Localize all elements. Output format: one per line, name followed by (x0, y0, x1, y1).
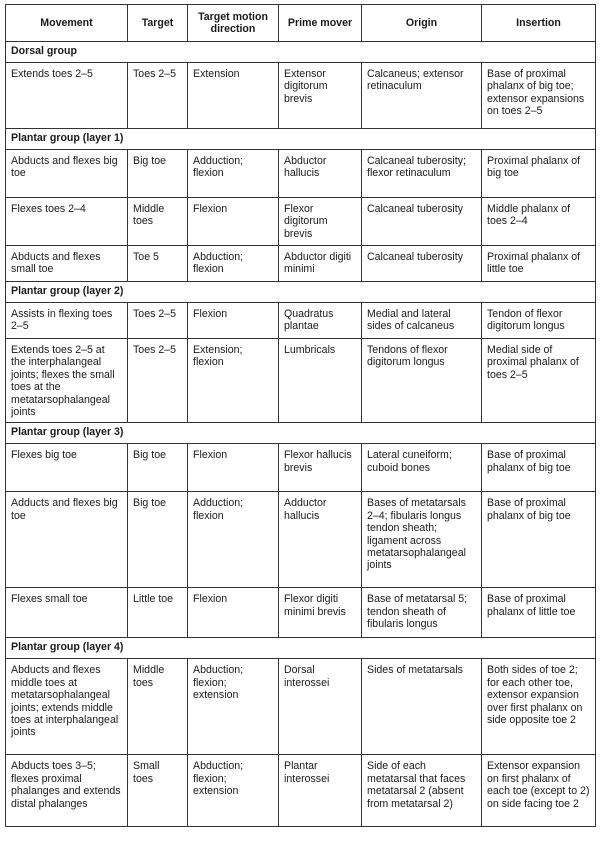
cell-prime-mover: Adductor hallucis (279, 492, 362, 588)
cell-origin: Lateral cuneiform; cuboid bones (362, 444, 482, 492)
cell-target: Big toe (128, 444, 188, 492)
group-header-row (6, 42, 596, 63)
column-header-movement: Movement (6, 5, 128, 42)
cell-target: Big toe (128, 150, 188, 198)
cell-prime-mover: Flexor digitorum brevis (279, 198, 362, 246)
header-row (6, 5, 596, 42)
cell-origin: Side of each metatarsal that faces metatarsal 2 (absent from metatarsal 2) (362, 755, 482, 827)
group-title: Plantar group (layer 4) (6, 638, 596, 659)
cell-movement: Abducts toes 3–5; flexes proximal phalanges and extends distal phalanges (6, 755, 128, 827)
cell-insertion: Extensor expansion on first phalanx of each toe (except to 2) on side facing toe 2 (482, 755, 596, 827)
cell-origin: Sides of metatarsals (362, 659, 482, 755)
table-row (6, 444, 596, 492)
cell-target: Small toes (128, 755, 188, 827)
table-row (6, 492, 596, 588)
cell-target: Big toe (128, 492, 188, 588)
cell-insertion: Tendon of flexor digitorum longus (482, 303, 596, 339)
foot-muscles-table (5, 4, 596, 827)
table-row (6, 339, 596, 423)
cell-insertion: Proximal phalanx of big toe (482, 150, 596, 198)
cell-motion-direction: Abduction; flexion; extension (188, 755, 279, 827)
column-header-target-motion-direction: Target motion direction (188, 5, 279, 42)
cell-target: Middle toes (128, 659, 188, 755)
cell-motion-direction: Adduction; flexion (188, 150, 279, 198)
cell-origin: Base of metatarsal 5; tendon sheath of fibularis longus (362, 588, 482, 638)
cell-insertion: Base of proximal phalanx of big toe (482, 492, 596, 588)
cell-target: Little toe (128, 588, 188, 638)
cell-insertion: Medial side of proximal phalanx of toes 2–5 (482, 339, 596, 423)
group-title: Plantar group (layer 1) (6, 129, 596, 150)
cell-prime-mover: Flexor hallucis brevis (279, 444, 362, 492)
muscle-table-container (5, 4, 595, 827)
cell-origin: Calcaneal tuberosity (362, 198, 482, 246)
cell-origin: Bases of metatarsals 2–4; fibularis longus tendon sheath; ligament across metatarsophalangeal joints (362, 492, 482, 588)
cell-target: Toe 5 (128, 246, 188, 282)
cell-origin: Medial and lateral sides of calcaneus (362, 303, 482, 339)
cell-prime-mover: Dorsal interossei (279, 659, 362, 755)
group-title: Plantar group (layer 3) (6, 423, 596, 444)
cell-prime-mover: Quadratus plantae (279, 303, 362, 339)
cell-movement: Flexes small toe (6, 588, 128, 638)
cell-prime-mover: Lumbricals (279, 339, 362, 423)
cell-movement: Abducts and flexes middle toes at metatarsophalangeal joints; extends middle toes at interphalangeal joints (6, 659, 128, 755)
cell-prime-mover: Abductor hallucis (279, 150, 362, 198)
cell-origin: Calcaneal tuberosity (362, 246, 482, 282)
table-row (6, 659, 596, 755)
cell-motion-direction: Adduction; flexion (188, 492, 279, 588)
column-header-prime-mover: Prime mover (279, 5, 362, 42)
group-header-row (6, 282, 596, 303)
column-header-insertion: Insertion (482, 5, 596, 42)
cell-insertion: Base of proximal phalanx of big toe; extensor expansions on toes 2–5 (482, 63, 596, 129)
cell-target: Toes 2–5 (128, 339, 188, 423)
table-row (6, 755, 596, 827)
cell-movement: Abducts and flexes small toe (6, 246, 128, 282)
cell-movement: Extends toes 2–5 (6, 63, 128, 129)
cell-target: Middle toes (128, 198, 188, 246)
cell-motion-direction: Flexion (188, 303, 279, 339)
cell-origin: Tendons of flexor digitorum longus (362, 339, 482, 423)
cell-movement: Assists in flexing toes 2–5 (6, 303, 128, 339)
group-title: Plantar group (layer 2) (6, 282, 596, 303)
cell-movement: Flexes toes 2–4 (6, 198, 128, 246)
cell-insertion: Middle phalanx of toes 2–4 (482, 198, 596, 246)
cell-prime-mover: Extensor digitorum brevis (279, 63, 362, 129)
cell-movement: Abducts and flexes big toe (6, 150, 128, 198)
cell-motion-direction: Flexion (188, 588, 279, 638)
cell-insertion: Base of proximal phalanx of little toe (482, 588, 596, 638)
cell-target: Toes 2–5 (128, 303, 188, 339)
cell-prime-mover: Flexor digiti minimi brevis (279, 588, 362, 638)
cell-motion-direction: Flexion (188, 444, 279, 492)
cell-origin: Calcaneal tuberosity; flexor retinaculum (362, 150, 482, 198)
cell-target: Toes 2–5 (128, 63, 188, 129)
cell-movement: Flexes big toe (6, 444, 128, 492)
cell-movement: Extends toes 2–5 at the interphalangeal joints; flexes the small toes at the metatarsophalangeal joints (6, 339, 128, 423)
cell-prime-mover: Plantar interossei (279, 755, 362, 827)
cell-prime-mover: Abductor digiti minimi (279, 246, 362, 282)
cell-motion-direction: Abduction; flexion (188, 246, 279, 282)
group-header-row (6, 638, 596, 659)
cell-motion-direction: Extension (188, 63, 279, 129)
cell-insertion: Proximal phalanx of little toe (482, 246, 596, 282)
cell-motion-direction: Extension; flexion (188, 339, 279, 423)
table-row (6, 63, 596, 129)
group-header-row (6, 129, 596, 150)
cell-insertion: Base of proximal phalanx of big toe (482, 444, 596, 492)
group-header-row (6, 423, 596, 444)
table-row (6, 246, 596, 282)
cell-insertion: Both sides of toe 2; for each other toe, extensor expansion over first phalanx on side opposite toe 2 (482, 659, 596, 755)
table-row (6, 303, 596, 339)
cell-motion-direction: Flexion (188, 198, 279, 246)
cell-movement: Adducts and flexes big toe (6, 492, 128, 588)
column-header-target: Target (128, 5, 188, 42)
column-header-origin: Origin (362, 5, 482, 42)
table-body (6, 42, 596, 827)
group-title: Dorsal group (6, 42, 596, 63)
cell-origin: Calcaneus; extensor retinaculum (362, 63, 482, 129)
table-row (6, 588, 596, 638)
table-row (6, 150, 596, 198)
cell-motion-direction: Abduction; flexion; extension (188, 659, 279, 755)
table-row (6, 198, 596, 246)
